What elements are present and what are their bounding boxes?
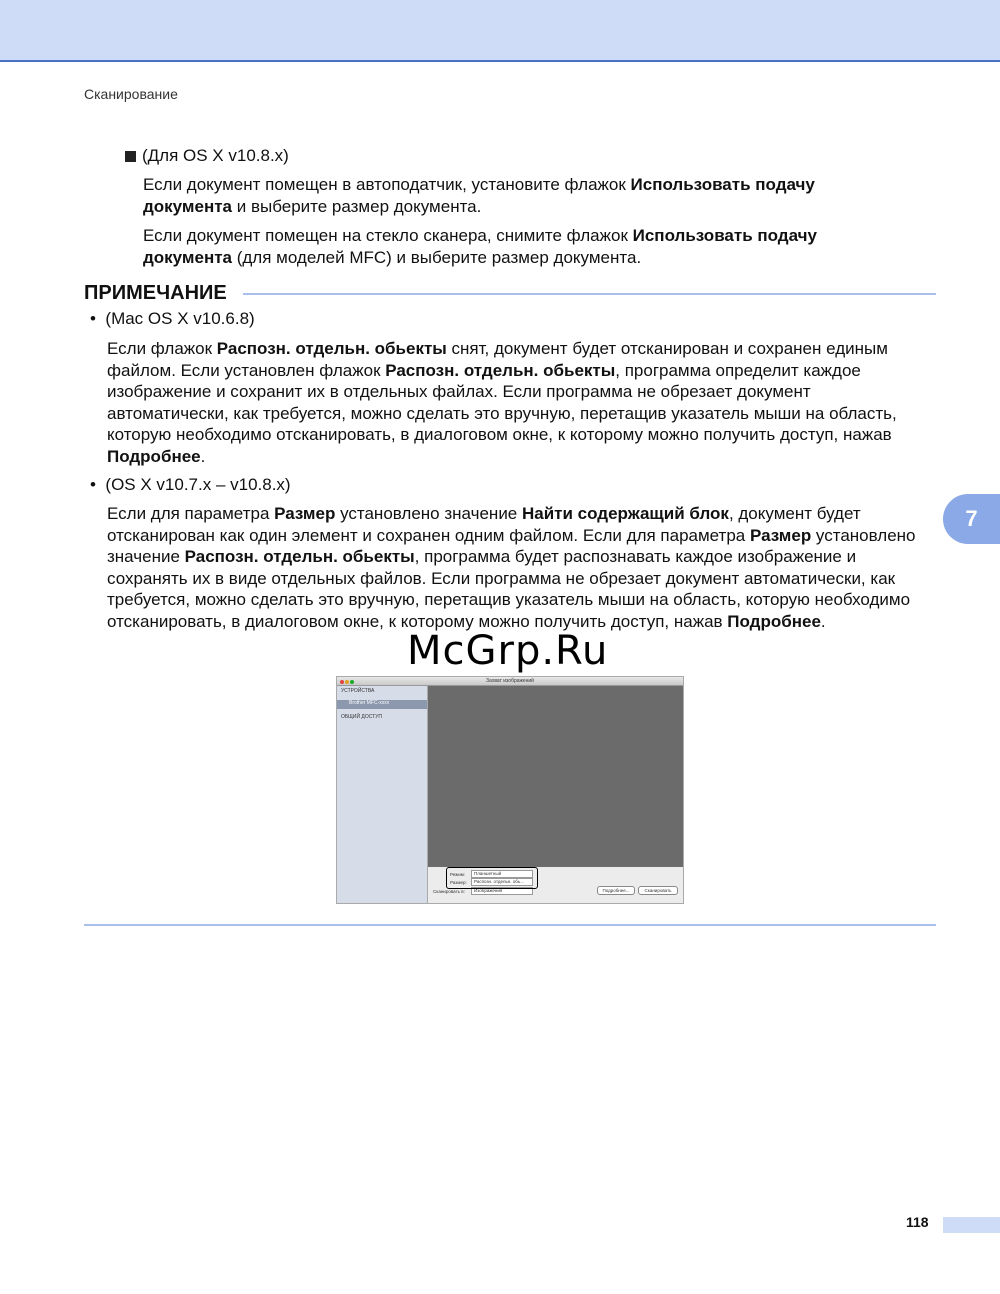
bullet-dot: •	[90, 309, 106, 328]
sidebar-devices-label: УСТРОЙСТВА	[341, 688, 375, 694]
note-item2-text: Если для параметра Размер установлено значение Найти содержащий блок, документ будет отсканирован как один элемент и сохранен одним файлом. Если для параметра Размер установлено значение Распозн. отдельн. обьекты, программа будет распознавать каждое изображение и сохранять их в виде отдельных файлов. Если программа не обрезает документ автоматически, как требуется, можно сделать это вручную, перетащив указатель мыши на область, которую необходимо отсканировать, в диалоговом окне, к которому можно получить доступ, нажав Подробнее.	[107, 504, 916, 631]
mode-select: Планшетный	[471, 870, 533, 878]
os108-bullet	[125, 145, 925, 167]
highlight-box	[446, 867, 538, 889]
note-title: ПРИМЕЧАНИЕ	[84, 282, 243, 305]
mode-label: Режим:	[450, 872, 466, 877]
size-label: Размер:	[450, 880, 467, 885]
chapter-tab: 7	[943, 494, 1000, 544]
note-item2-heading: • (OS X v10.7.x – v10.8.x)	[90, 475, 291, 494]
image-capture-screenshot	[336, 676, 684, 904]
os108-heading: (Для OS X v10.8.x)	[142, 146, 289, 165]
sidebar-shared-label: ОБЩИЙ ДОСТУП	[341, 714, 382, 720]
note-item1-heading: • (Mac OS X v10.6.8)	[90, 309, 255, 328]
page-number-bar	[943, 1217, 1000, 1233]
square-bullet-icon	[125, 151, 136, 162]
details-button: Подробнее...	[597, 886, 635, 895]
top-band	[0, 0, 1000, 62]
os108-para-2: Если документ помещен на стекло сканера, снимите флажок Использовать подачу документа (для моделей MFC) и выберите размер документа.	[143, 226, 817, 267]
scan-to-select: Изображения	[471, 887, 533, 895]
scan-to-label: Сканировать в:	[433, 889, 465, 894]
window-title: Захват изображений	[486, 678, 534, 684]
os108-para-1: Если документ помещен в автоподатчик, установите флажок Использовать подачу документа и выберите размер документа.	[143, 175, 815, 216]
close-dot-icon	[340, 680, 344, 684]
note-item1-text: Если флажок Распозн. отдельн. обьекты снят, документ будет отсканирован и сохранен единым файлом. Если установлен флажок Распозн. отдельн. обьекты, программа определит каждое изображение и сохранит их в отдельных файлах. Если программа не обрезает документ автоматически, как требуется, можно сделать это вручную, перетащив указатель мыши на область, которую необходимо отсканировать, в диалоговом окне, к которому можно получить доступ, нажав Подробнее.	[107, 339, 897, 466]
bullet-dot: •	[90, 475, 106, 494]
window-titlebar	[337, 677, 683, 686]
zoom-dot-icon	[350, 680, 354, 684]
sidebar-device-item: Brother MFC-xxxx	[337, 700, 427, 709]
watermark: McGrp.Ru	[407, 628, 609, 674]
size-select: Распозн. отдельн. обь...	[471, 878, 533, 886]
page-number: 118	[906, 1214, 929, 1230]
bottom-rule	[84, 924, 936, 926]
scan-button: Сканировать	[638, 886, 678, 895]
sidebar	[337, 686, 428, 903]
section-title: Сканирование	[84, 86, 178, 102]
minimize-dot-icon	[345, 680, 349, 684]
note-header	[84, 282, 936, 308]
scan-preview-area	[428, 686, 683, 867]
